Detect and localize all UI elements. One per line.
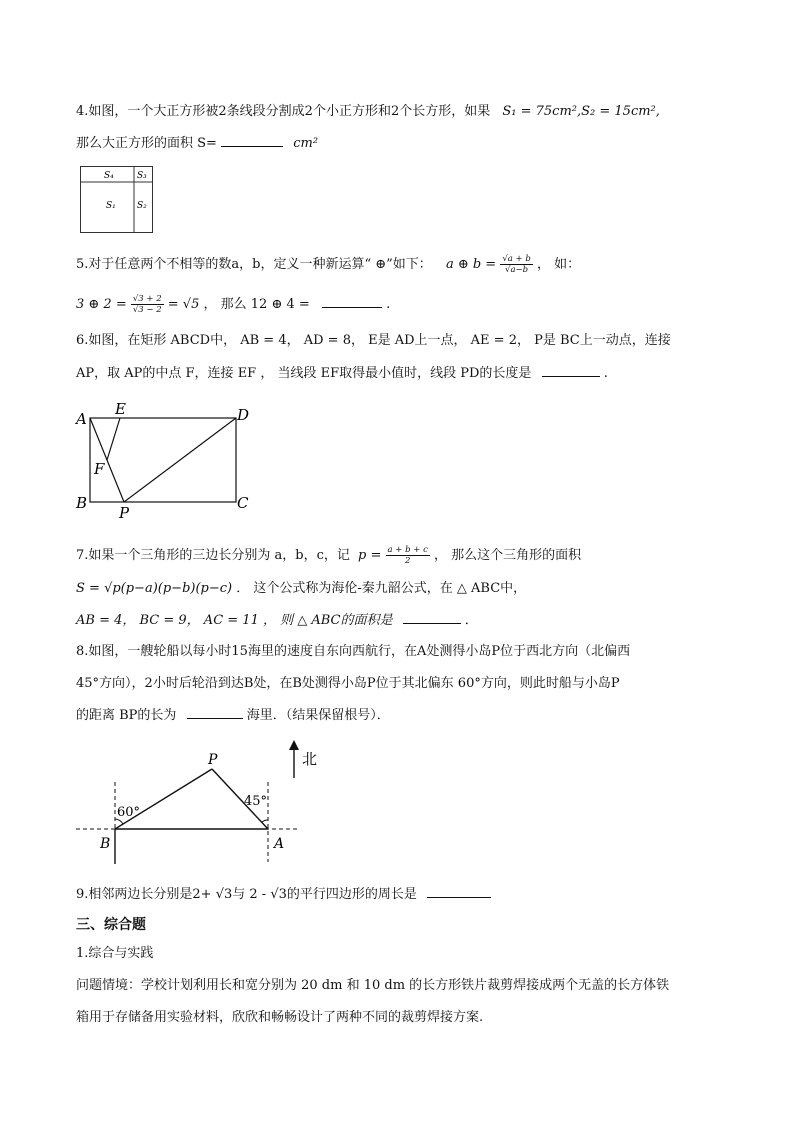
q7-line1: 7.如果一个三角形的三边长分别为 a，b，c，记 p = $\frac{a + b + c}{2}$ ， 那么这个三角形的面积 [76,545,582,566]
q4-line1: 4.如图，一个大正方形被2条线段分割成2个小正方形和2个长方形，如果 S₁ = 75cm²,S₂ = 15cm², [76,104,660,119]
q8-label-p: P [208,752,218,768]
q6-label-c: C [237,494,249,512]
q7-heron-formula: S = √p(p−a)(p−b)(p−c) [76,581,233,596]
q8-north-label: 北 [302,750,318,768]
q6-label-b: B [76,494,88,512]
q6-label-e: E [115,400,126,418]
q9-answer-blank[interactable] [427,885,491,898]
q5-line1: 5.对于任意两个不相等的数a，b，定义一种新运算“ ⊕”如下： a ⊕ b = $\frac{√a + b}{√a-b}$ ， 如： [76,254,581,275]
q4-answer-blank[interactable] [221,134,283,147]
q6-label-d: D [237,406,250,424]
section3-para-line1: 问题情境：学校计划利用长和宽分别为 20 dm 和 10 dm 的长方形铁片裁剪焊接成两个无盖的长方体铁 [76,978,670,993]
q4-condition: S₁ = 75cm²,S₂ = 15cm², [502,104,660,119]
q8-line1: 8.如图，一艘轮船以每小时15海里的速度自东向西航行，在A处测得小岛P位于西北方向（北偏西 [76,644,631,659]
q8-label-a: A [274,836,285,852]
q5-line2: 3 ⊕ 2 = $\frac{√3 + 2}{√3 - 2}$ = √5 ， 那么 12 ⊕ 4 = . [76,294,391,315]
q7-line2: S = √p(p−a)(p−b)(p−c) ． 这个公式称为海伦-秦九韶公式，在 △ ABC中， [76,581,527,596]
q5-answer-blank[interactable] [322,295,382,308]
section3-item1: 1.综合与实践 [76,946,154,961]
q5-example-fraction: $\frac{√3 + 2}{√3 - 2}$ [132,294,162,315]
section3-para-line2: 箱用于存储备用实验材料，欣欣和畅畅设计了两种不同的裁剪焊接方案. [76,1010,484,1025]
q6-line2: AP，取 AP的中点 F，连接 EF ， 当线段 EF取得最小值时，线段 PD的长度是 . [76,366,608,381]
q4-label-s1: S₁ [106,201,116,211]
q8-label-b: B [100,836,111,852]
q7-line3: AB = 4， BC = 9， AC = 11 ， 则 △ ABC的面积是 ． [76,613,478,628]
q8-answer-blank[interactable] [187,706,243,719]
q4-label-s3: S₃ [137,171,147,181]
q6-label-a: A [76,410,87,428]
q4-square-figure [80,166,154,234]
q7-p-fraction: $\frac{a + b + c}{2}$ [387,545,428,566]
section-heading: 三、综合题 [76,917,146,933]
q6-answer-blank[interactable] [542,364,600,377]
q7-answer-blank[interactable] [403,611,461,624]
q6-line1: 6.如图，在矩形 ABCD中， AB = 4， AD = 8， E是 AD上一点， AE = 2， P是 BC上一动点，连接 [76,333,671,348]
q4-label-s4: S₄ [104,171,114,181]
q8-angle-60: 60° [117,805,141,820]
q8-angle-45: 45° [244,794,268,809]
q6-label-f: F [94,460,105,478]
q4-label-s2: S₂ [137,201,147,211]
q6-rectangle-figure [74,398,258,522]
q8-line3: 的距离 BP的长为 海里．（结果保留根号）． [76,708,390,723]
q4-line2: 那么大正方形的面积 S= cm² [76,136,319,151]
q8-navigation-figure [72,736,332,868]
q6-label-p: P [119,504,130,522]
q9-line: 9.相邻两边长分别是2+ √3与 2 - √3的平行四边形的周长是 [76,885,491,904]
q8-line2: 45°方向），2小时后轮沿到达B处，在B处测得小岛P位于其北偏东 60°方向，则此时船与小岛P [76,676,620,691]
q5-def-fraction: $\frac{√a + b}{√a-b}$ [502,254,531,275]
